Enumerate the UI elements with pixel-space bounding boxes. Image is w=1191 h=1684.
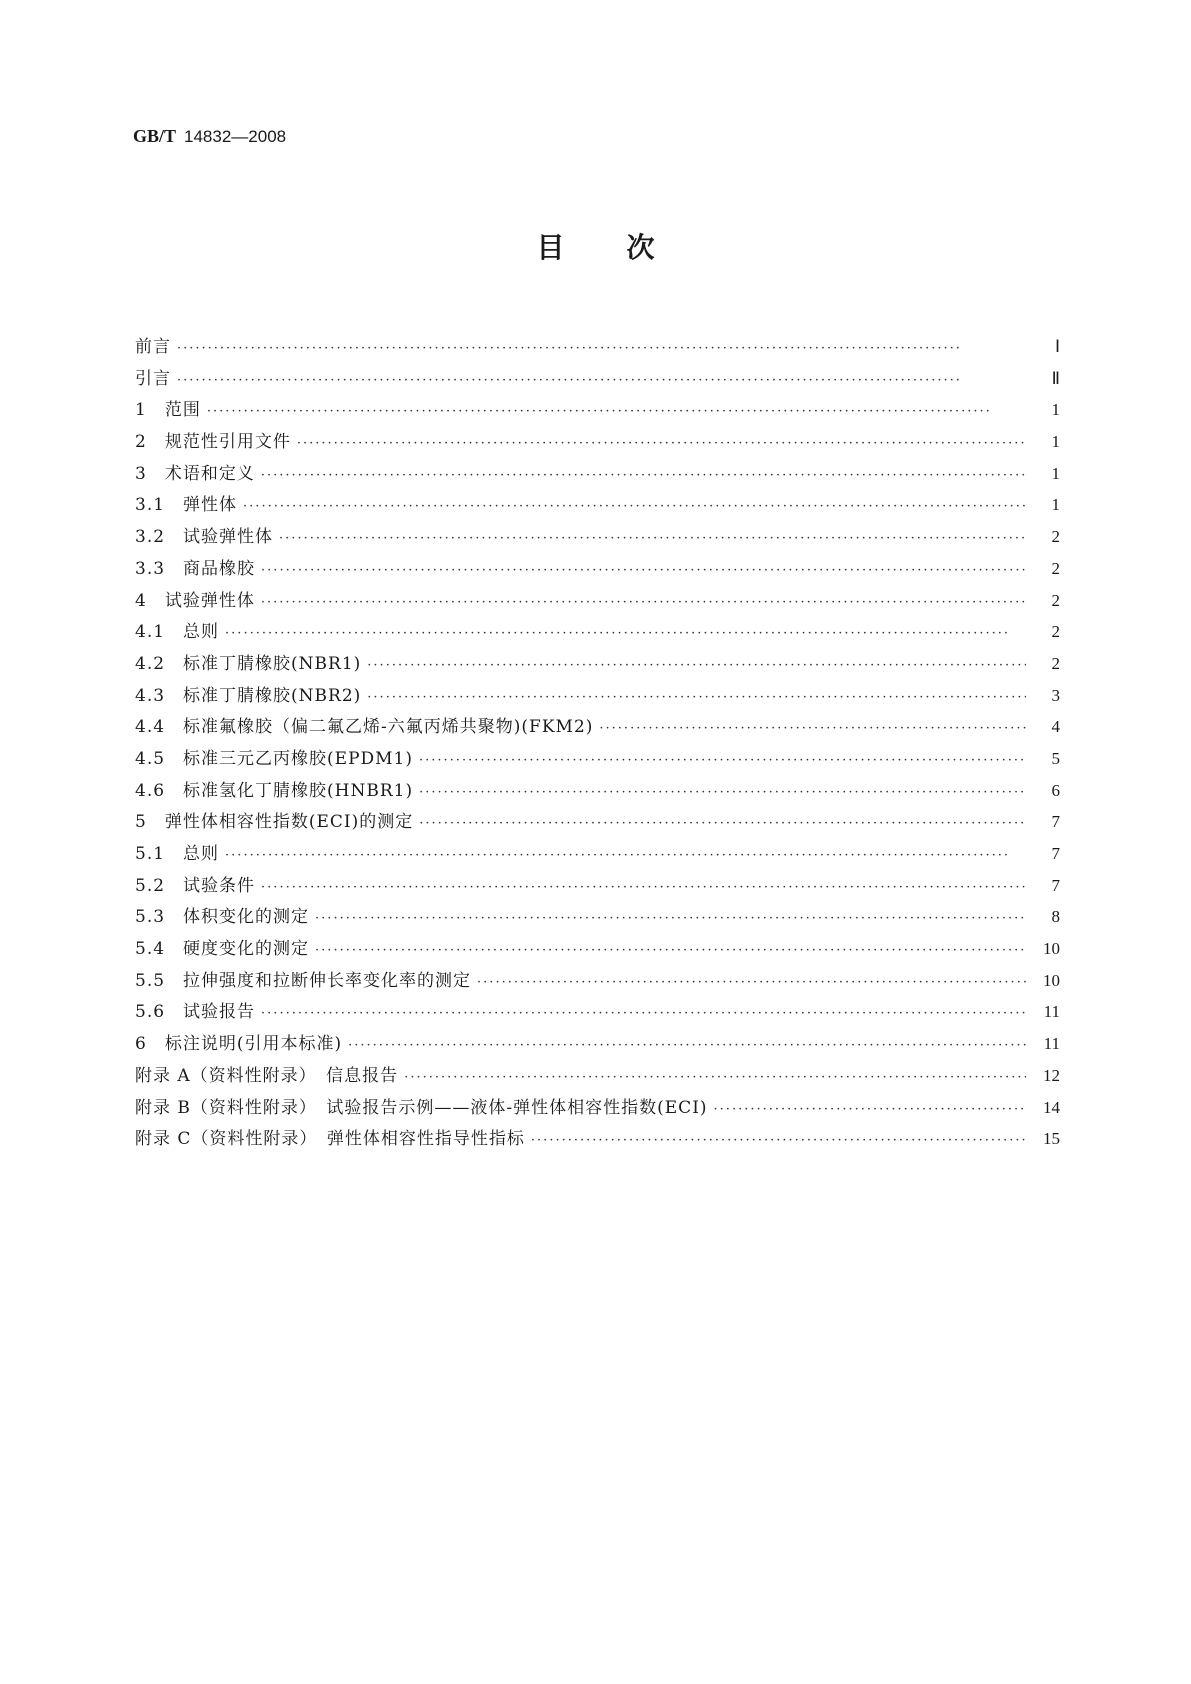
toc-entry[interactable] xyxy=(135,839,1060,871)
toc-entry[interactable] xyxy=(135,807,1060,839)
toc-entry-page: Ⅰ xyxy=(1054,337,1060,356)
toc-entry-page: 11 xyxy=(1043,1034,1060,1054)
toc-entry-label: 4.3 标准丁腈橡胶(NBR2) xyxy=(135,685,362,706)
toc-entry-page: 2 xyxy=(1051,558,1060,578)
dot-leader xyxy=(207,404,1026,419)
dot-leader xyxy=(225,626,1026,641)
toc-entry-page: 10 xyxy=(1043,939,1060,959)
toc-entry[interactable] xyxy=(135,617,1060,649)
toc-entry[interactable] xyxy=(135,681,1060,713)
toc-entry[interactable] xyxy=(135,966,1060,998)
dot-leader xyxy=(261,468,1026,483)
toc-entry-page: 6 xyxy=(1051,780,1060,800)
toc-entry[interactable] xyxy=(135,1061,1060,1093)
toc-entry-label: 6 标注说明(引用本标准) xyxy=(135,1034,343,1055)
toc-entry-page: 11 xyxy=(1043,1002,1060,1022)
standard-prefix: GB/T xyxy=(133,126,177,146)
toc-entry-label: 3 术语和定义 xyxy=(135,463,255,484)
toc-entry-label: 3.2 试验弹性体 xyxy=(135,527,274,548)
toc-entry[interactable] xyxy=(135,395,1060,427)
toc-entry-page: 1 xyxy=(1051,432,1060,452)
toc-entry[interactable] xyxy=(135,902,1060,934)
toc-entry-label: 5.3 体积变化的测定 xyxy=(135,907,310,928)
toc-entry-label: 5.6 试验报告 xyxy=(135,1002,256,1023)
dot-leader xyxy=(315,911,1026,926)
toc-entry-page: 5 xyxy=(1051,748,1060,768)
dot-leader xyxy=(177,373,1026,388)
toc-entry-page: 15 xyxy=(1043,1129,1060,1149)
toc-entry-label: 4.6 标准氢化丁腈橡胶(HNBR1) xyxy=(135,780,414,801)
dot-leader xyxy=(261,563,1026,578)
toc-entry[interactable] xyxy=(135,490,1060,522)
toc-entry-page: 7 xyxy=(1051,875,1060,895)
toc-entry-label: 4 试验弹性体 xyxy=(135,590,255,611)
toc-entry-label: 3.1 弹性体 xyxy=(135,495,238,516)
toc-entry-page: 1 xyxy=(1051,400,1060,420)
toc-entry-page: 14 xyxy=(1043,1097,1060,1117)
dot-leader xyxy=(419,816,1026,831)
toc-entry-page: Ⅱ xyxy=(1051,368,1060,388)
dot-leader xyxy=(419,785,1026,800)
toc-entry-page: 2 xyxy=(1051,590,1060,610)
toc-entry-page: 2 xyxy=(1051,527,1060,547)
toc-entry-page: 2 xyxy=(1051,653,1060,673)
dot-leader xyxy=(279,531,1026,546)
toc-entry-page: 7 xyxy=(1051,812,1060,832)
toc-entry-label: 4.2 标准丁腈橡胶(NBR1) xyxy=(135,653,362,674)
toc-entry-label: 4.5 标准三元乙丙橡胶(EPDM1) xyxy=(135,748,414,769)
toc-entry[interactable] xyxy=(135,744,1060,776)
toc-entry-page: 1 xyxy=(1051,463,1060,483)
toc-entry[interactable] xyxy=(135,1093,1060,1125)
toc-entry[interactable] xyxy=(135,871,1060,903)
standard-code xyxy=(133,126,286,147)
dot-leader xyxy=(243,499,1026,514)
toc-entry-label: 4.1 总则 xyxy=(135,622,220,643)
toc-entry-label: 5 弹性体相容性指数(ECI)的测定 xyxy=(135,812,414,833)
dot-leader xyxy=(348,1038,1026,1053)
dot-leader xyxy=(477,975,1026,990)
toc-entry[interactable] xyxy=(135,776,1060,808)
title-char-1: 目 xyxy=(536,231,565,264)
toc-entry-page: 2 xyxy=(1051,622,1060,642)
toc-entry-label: 附录 C（资料性附录） 弹性体相容性指导性指标 xyxy=(135,1129,525,1150)
toc-entry-label: 5.4 硬度变化的测定 xyxy=(135,939,310,960)
dot-leader xyxy=(225,848,1026,863)
dot-leader xyxy=(261,880,1026,895)
toc-entry-page: 7 xyxy=(1051,844,1060,863)
toc-entry[interactable] xyxy=(135,1029,1060,1061)
toc-entry[interactable] xyxy=(135,427,1060,459)
dot-leader xyxy=(297,436,1026,451)
dot-leader xyxy=(177,341,1026,356)
toc-entry[interactable] xyxy=(135,459,1060,491)
standard-number: 14832—2008 xyxy=(184,127,287,146)
toc-entry[interactable] xyxy=(135,586,1060,618)
toc-entry-label: 2 规范性引用文件 xyxy=(135,432,291,453)
toc-entry-label: 引言 xyxy=(135,368,171,389)
dot-leader xyxy=(599,721,1026,736)
title-char-2: 次 xyxy=(626,231,655,264)
toc-entry-label: 4.4 标准氟橡胶（偏二氟乙烯-六氟丙烯共聚物)(FKM2) xyxy=(135,717,594,738)
toc-entry[interactable] xyxy=(135,934,1060,966)
toc-entry-page: 3 xyxy=(1051,685,1060,705)
toc-entry-label: 附录 B（资料性附录） 试验报告示例——液体-弹性体相容性指数(ECI) xyxy=(135,1097,708,1118)
dot-leader xyxy=(315,943,1026,958)
toc-entry-page: 8 xyxy=(1051,907,1060,927)
toc-entry[interactable] xyxy=(135,364,1060,396)
dot-leader xyxy=(367,658,1026,673)
dot-leader xyxy=(714,1102,1026,1117)
dot-leader xyxy=(404,1070,1026,1085)
toc-entry-page: 12 xyxy=(1043,1065,1060,1085)
toc-entry-label: 前言 xyxy=(135,337,171,357)
toc-entry[interactable] xyxy=(135,712,1060,744)
toc-entry-label: 5.1 总则 xyxy=(135,844,220,864)
toc-entry[interactable] xyxy=(135,522,1060,554)
toc-entry[interactable] xyxy=(135,1124,1060,1156)
toc-entry-page: 4 xyxy=(1051,717,1060,737)
toc-entry[interactable] xyxy=(135,554,1060,586)
toc-entry-label: 3.3 商品橡胶 xyxy=(135,558,256,579)
toc-entry[interactable] xyxy=(135,332,1060,364)
toc-entry-page: 1 xyxy=(1051,495,1060,515)
dot-leader xyxy=(531,1133,1026,1148)
page-title xyxy=(0,226,1191,266)
dot-leader xyxy=(261,595,1026,610)
dot-leader xyxy=(419,753,1026,768)
toc-entry-label: 5.2 试验条件 xyxy=(135,875,256,896)
toc-entry-label: 附录 A（资料性附录） 信息报告 xyxy=(135,1065,399,1086)
toc-entry[interactable] xyxy=(135,649,1060,681)
toc-entry[interactable] xyxy=(135,997,1060,1029)
dot-leader xyxy=(367,690,1026,705)
dot-leader xyxy=(261,1006,1026,1021)
toc-entry-label: 1 范围 xyxy=(135,400,201,421)
table-of-contents xyxy=(135,332,1060,1156)
toc-entry-label: 5.5 拉伸强度和拉断伸长率变化率的测定 xyxy=(135,970,472,991)
toc-entry-page: 10 xyxy=(1043,970,1060,990)
